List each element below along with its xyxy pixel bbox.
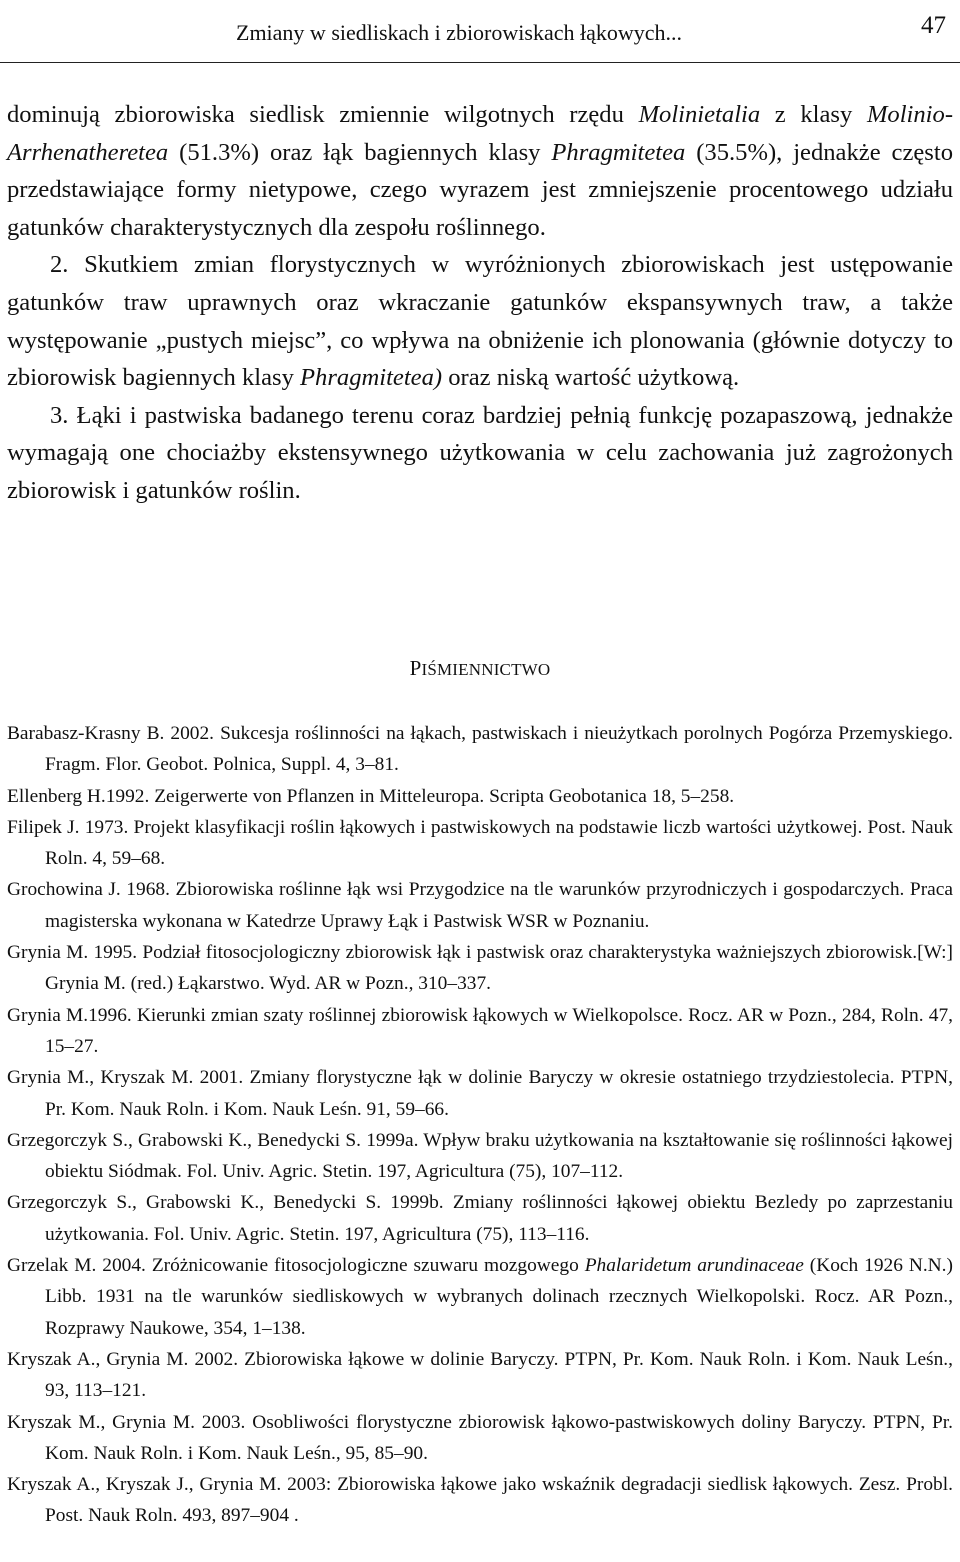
reference-entry: [7, 937, 953, 1000]
text-run: 3. Łąki i pastwiska badanego terenu coraz bardziej pełnią funkcję pozapaszową, jednakże wymagają one chociażby ekstensywnego użytkowania w celu zachowania już zagrożonych zbiorowisk i gatunków roślin.: [7, 401, 953, 504]
reference-entry: [7, 1250, 953, 1344]
italic-term: Molinietalia: [638, 101, 761, 128]
text-run: Grynia M.1996. Kierunki zmian szaty roślinnej zbiorowisk łąkowych w Wielkopolsce. Rocz. AR w Pozn., 284, Roln. 47, 15–27.: [7, 1004, 953, 1057]
text-run: Filipek J. 1973. Projekt klasyfikacji roślin łąkowych i pastwiskowych na podstawie liczb wartości użytkowej. Post. Nauk Roln. 4, 59–68.: [7, 816, 953, 870]
running-header: [0, 12, 960, 63]
text-run: Grochowina J. 1968. Zbiorowiska roślinne łąk wsi Przygodzice na tle warunków przyrodniczych i gospodarczych. Praca magisterska wykonana w Katedrze Uprawy Łąk i Pastwisk WSR w Poznaniu.: [7, 879, 953, 932]
text-run: (35.5%), jednakże często przedstawiające formy nietypowe, czego wyrazem jest zmniejszenie procentowego udziału gatunków charakterystycznych dla zespołu roślinnego.: [7, 138, 953, 241]
text-run: z klasy: [760, 101, 867, 128]
body-paragraph: [7, 397, 953, 510]
text-run: Ellenberg H.1992. Zeigerwerte von Pflanzen in Mitteleuropa. Scripta Geobotanica 18, 5–258.: [7, 785, 735, 807]
reference-entry: [7, 718, 953, 781]
body-paragraph: [7, 246, 953, 396]
running-title: Zmiany w siedliskach i zbiorowiskach łąkowych...: [236, 20, 683, 45]
reference-entry: [7, 781, 953, 812]
reference-entry: [7, 1187, 953, 1250]
text-run: Kryszak M., Grynia M. 2003. Osobliwości florystyczne zbiorowisk łąkowo-pastwiskowych doliny Baryczy. PTPN, Pr. Kom. Nauk Roln. i Kom. Nauk Leśn., 95, 85–90.: [7, 1411, 953, 1464]
section-title-references: [0, 656, 960, 681]
body-paragraph: [7, 96, 953, 246]
italic-term: Phragmitetea): [300, 364, 443, 392]
section-title-rest: IŚMIENNICTWO: [421, 660, 551, 679]
reference-entry: [7, 1344, 953, 1407]
page-number: 47: [921, 12, 946, 39]
text-run: Grynia M., Kryszak M. 2001. Zmiany florystyczne łąk w dolinie Baryczy w okresie ostatniego trzydziestolecia. PTPN, Pr. Kom. Nauk Roln. i Kom. Nauk Leśn. 91, 59–66.: [7, 1067, 953, 1120]
reference-entry: [7, 1000, 953, 1063]
italic-term: Phragmitetea: [551, 138, 686, 166]
text-run: Kryszak A., Grynia M. 2002. Zbiorowiska łąkowe w dolinie Baryczy. PTPN, Pr. Kom. Nauk Roln. i Kom. Nauk Leśn., 93, 113–121.: [7, 1348, 953, 1402]
text-run: Grzegorczyk S., Grabowski K., Benedycki S. 1999b. Zmiany roślinności łąkowej obiektu Bezledy po zaprzestaniu użytkowania. Fol. Univ. Agric. Stetin. 197, Agricultura (75), 113–116.: [7, 1192, 953, 1245]
reference-entry: [7, 874, 953, 937]
italic-term: Phalaridetum arundinaceae: [584, 1255, 804, 1277]
reference-entry: [7, 1062, 953, 1125]
reference-entry: [7, 1407, 953, 1470]
text-run: Kryszak A., Kryszak J., Grynia M. 2003: Zbiorowiska łąkowe jako wskaźnik degradacji siedlisk łąkowych. Zesz. Probl. Post. Nauk Roln. 493, 897–904 .: [7, 1474, 953, 1527]
text-run: Barabasz-Krasny B. 2002. Sukcesja roślinności na łąkach, pastwiskach i nieużytkach porolnych Pogórza Przemyskiego. Fragm. Flor. Geobot. Polnica, Suppl. 4, 3–81.: [7, 723, 953, 776]
references-list: [7, 718, 953, 1532]
text-run: Grzegorczyk S., Grabowski K., Benedycki S. 1999a. Wpływ braku użytkowania na kształtowanie się roślinności łąkowej obiektu Siódmak. Fol. Univ. Agric. Stetin. 197, Agricultura (75), 107–112.: [7, 1129, 953, 1183]
text-run: Grynia M. 1995. Podział fitosocjologiczny zbiorowisk łąk i pastwisk oraz charakterystyka ważniejszych zbiorowisk.[W:] Grynia M. (red.) Łąkarstwo. Wyd. AR w Pozn., 310–337.: [7, 942, 953, 995]
text-run: 2. Skutkiem zmian florystycznych w wyróżnionych zbiorowiskach jest ustępowanie gatunków traw uprawnych oraz wkraczanie gatunków ekspansywnych traw, a także występowanie „pustych miejsc”, co wpływa na obniżenie ich plonowania (głównie dotyczy to zbiorowisk bagiennych klasy: [7, 251, 953, 392]
text-run: oraz niską wartość użytkową.: [442, 364, 740, 392]
text-run: dominują zbiorowiska siedlisk zmiennie wilgotnych rzędu: [7, 101, 639, 128]
text-run: Grzelak M. 2004. Zróżnicowanie fitosocjologiczne szuwaru mozgowego: [7, 1255, 585, 1277]
text-run: (Koch 1926 N.N.) Libb. 1931 na tle warunków siedliskowych w wybranych dolinach rzecznych Wielkopolski. Rocz. AR Pozn., Rozprawy Naukowe, 354, 1–138.: [45, 1255, 953, 1339]
italic-term: Molinio-Arrhenatheretea: [7, 101, 954, 166]
reference-entry: [7, 1125, 953, 1188]
conclusions-text: [7, 96, 953, 510]
reference-entry: [7, 812, 953, 875]
text-run: (51.3%) oraz łąk bagiennych klasy: [168, 138, 552, 166]
reference-entry: [7, 1469, 953, 1532]
section-title-initial: P: [409, 656, 422, 680]
